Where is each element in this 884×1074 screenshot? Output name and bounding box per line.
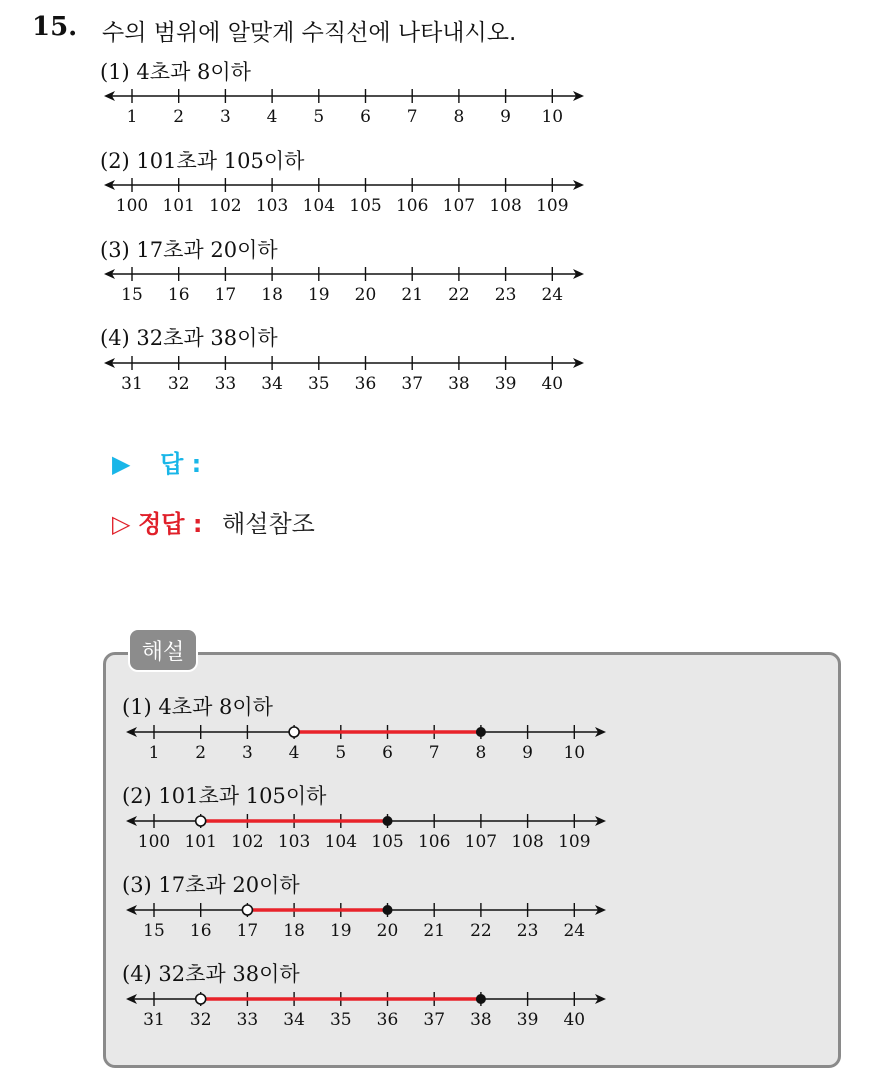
tick-label: 101 xyxy=(162,196,195,216)
tick-label: 106 xyxy=(417,832,451,852)
tick-label: 34 xyxy=(283,1010,305,1030)
tick-label: 40 xyxy=(541,374,564,394)
tick-label: 6 xyxy=(382,743,393,763)
tick-label: 108 xyxy=(489,196,522,216)
tick-label: 4 xyxy=(288,743,300,763)
tick-label: 2 xyxy=(173,107,185,127)
tick-label: 34 xyxy=(261,374,283,394)
solution-3-label: (3) 17초과 20이하 xyxy=(122,873,300,897)
tick-label: 1 xyxy=(148,743,160,763)
tick-label: 2 xyxy=(195,743,207,763)
tick-label: 107 xyxy=(442,196,476,216)
solution-2-label: (2) 101초과 105이하 xyxy=(122,784,327,808)
tick-label: 39 xyxy=(494,374,517,394)
tick-label: 102 xyxy=(209,196,242,216)
tick-label: 15 xyxy=(143,921,165,941)
tick-label: 1 xyxy=(126,107,138,127)
tick-label: 36 xyxy=(376,1010,399,1030)
answer-marker-icon: ▶ xyxy=(112,450,131,478)
tick-label: 15 xyxy=(121,285,143,305)
problem-4-number-line xyxy=(100,349,590,399)
tick-label: 100 xyxy=(115,196,149,216)
tick-label: 40 xyxy=(563,1010,586,1030)
tick-label: 109 xyxy=(536,196,569,216)
explanation-tab: 해설 xyxy=(128,628,198,672)
tick-label: 103 xyxy=(255,196,289,216)
question-number: 15. xyxy=(32,12,78,42)
tick-label: 10 xyxy=(541,107,564,127)
answer-row xyxy=(112,444,201,479)
tick-label: 16 xyxy=(189,921,212,941)
correct-marker-icon: ▷ xyxy=(112,510,131,538)
problem-2-number-line xyxy=(100,171,590,221)
tick-label: 35 xyxy=(329,1010,352,1030)
tick-label: 37 xyxy=(401,374,424,394)
question-text: 수의 범위에 알맞게 수직선에 나타내시오. xyxy=(102,20,517,46)
tick-label: 9 xyxy=(500,107,512,127)
tick-label: 17 xyxy=(214,285,237,305)
tick-label: 22 xyxy=(448,285,470,305)
problem-3-number-line xyxy=(100,260,590,310)
tick-label: 21 xyxy=(401,285,424,305)
tick-label: 32 xyxy=(167,374,190,394)
tick-label: 105 xyxy=(371,832,404,852)
solution-4-label: (4) 32초과 38이하 xyxy=(122,962,300,986)
open-point xyxy=(196,816,206,826)
tick-label: 9 xyxy=(522,743,534,763)
answer-label: 답 : xyxy=(160,450,202,478)
tick-label: 103 xyxy=(277,832,311,852)
problem-1-number-line xyxy=(100,82,590,132)
tick-label: 17 xyxy=(236,921,259,941)
tick-label: 35 xyxy=(307,374,330,394)
problem-3-label: (3) 17초과 20이하 xyxy=(100,238,278,262)
tick-label: 102 xyxy=(231,832,264,852)
correct-answer-row xyxy=(112,504,315,539)
tick-label: 32 xyxy=(189,1010,212,1030)
solution-1-number-line xyxy=(122,718,612,768)
tick-label: 18 xyxy=(283,921,305,941)
tick-label: 19 xyxy=(307,285,330,305)
tick-label: 8 xyxy=(453,107,465,127)
problem-2-label: (2) 101초과 105이하 xyxy=(100,149,305,173)
tick-label: 37 xyxy=(423,1010,446,1030)
tick-label: 33 xyxy=(236,1010,259,1030)
tick-label: 8 xyxy=(475,743,487,763)
tick-label: 100 xyxy=(137,832,171,852)
tick-label: 108 xyxy=(511,832,544,852)
tick-label: 4 xyxy=(266,107,278,127)
tick-label: 104 xyxy=(302,196,336,216)
closed-point xyxy=(383,816,393,826)
closed-point xyxy=(383,905,393,915)
open-point xyxy=(242,905,252,915)
tick-label: 101 xyxy=(184,832,217,852)
tick-label: 18 xyxy=(261,285,283,305)
open-point xyxy=(289,727,299,737)
tick-label: 6 xyxy=(360,107,371,127)
solution-1-label: (1) 4초과 8이하 xyxy=(122,695,273,719)
problem-4-label: (4) 32초과 38이하 xyxy=(100,326,278,350)
tick-label: 33 xyxy=(214,374,237,394)
tick-label: 39 xyxy=(516,1010,539,1030)
closed-point xyxy=(476,727,486,737)
tick-label: 104 xyxy=(324,832,358,852)
tick-label: 3 xyxy=(219,107,231,127)
tick-label: 23 xyxy=(516,921,539,941)
tick-label: 23 xyxy=(494,285,517,305)
tick-label: 21 xyxy=(423,921,446,941)
tick-label: 5 xyxy=(313,107,325,127)
tick-label: 31 xyxy=(121,374,143,394)
tick-label: 106 xyxy=(395,196,429,216)
tick-label: 10 xyxy=(563,743,586,763)
open-point xyxy=(196,994,206,1004)
solution-4-number-line xyxy=(122,985,612,1035)
solution-2-number-line xyxy=(122,807,612,857)
tick-label: 7 xyxy=(428,743,440,763)
correct-answer-value: 해설참조 xyxy=(222,510,315,538)
tick-label: 107 xyxy=(464,832,498,852)
tick-label: 24 xyxy=(541,285,564,305)
tick-label: 3 xyxy=(241,743,253,763)
problem-1-label: (1) 4초과 8이하 xyxy=(100,60,251,84)
tick-label: 24 xyxy=(563,921,586,941)
closed-point xyxy=(476,994,486,1004)
tick-label: 20 xyxy=(354,285,377,305)
tick-label: 109 xyxy=(558,832,591,852)
solution-3-number-line xyxy=(122,896,612,946)
tick-label: 22 xyxy=(470,921,492,941)
tick-label: 38 xyxy=(448,374,470,394)
tick-label: 20 xyxy=(376,921,399,941)
tick-label: 19 xyxy=(329,921,352,941)
tick-label: 5 xyxy=(335,743,347,763)
tick-label: 38 xyxy=(470,1010,492,1030)
correct-answer-label: 정답 : xyxy=(138,510,203,538)
tick-label: 31 xyxy=(143,1010,165,1030)
tick-label: 7 xyxy=(406,107,418,127)
tick-label: 105 xyxy=(349,196,382,216)
tick-label: 36 xyxy=(354,374,377,394)
tick-label: 16 xyxy=(167,285,190,305)
